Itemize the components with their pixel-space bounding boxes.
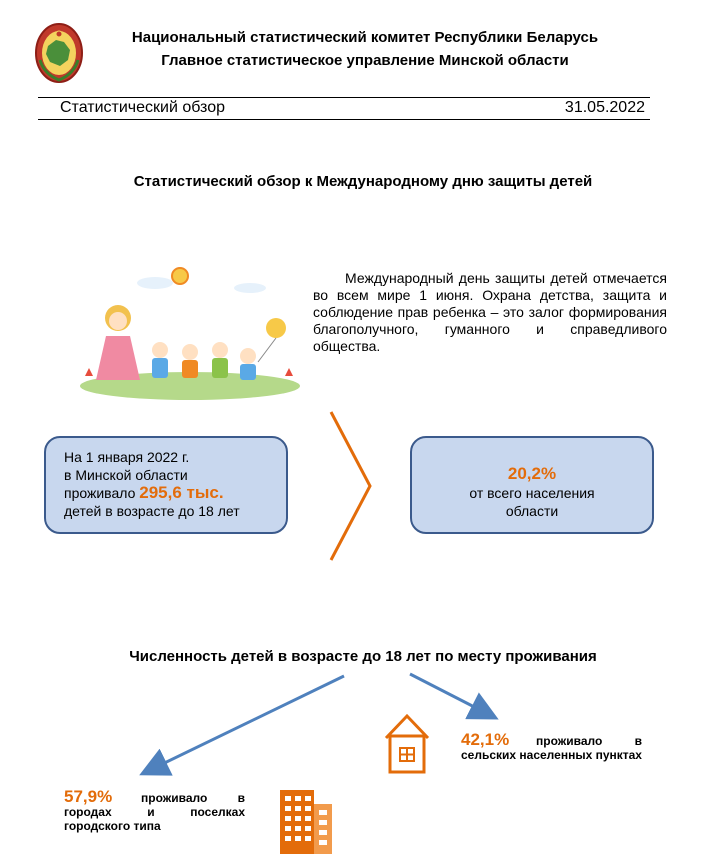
bottom-rule <box>38 119 650 120</box>
rural-text-rest: сельских населенных пунктах <box>461 748 642 762</box>
box-lived-prefix: проживало <box>64 485 136 501</box>
children-count-box <box>44 436 288 534</box>
house-icon <box>382 712 432 776</box>
chevron-right-icon <box>328 410 374 562</box>
header-title-line1: Национальный статистический комитет Республики Беларусь <box>131 29 599 46</box>
rural-first-line <box>461 730 642 749</box>
rural-text-first-words: проживало в <box>536 734 642 748</box>
building-icon <box>276 782 336 854</box>
urban-first-line <box>64 787 245 806</box>
box-lived-line <box>64 484 286 502</box>
report-type: Статистический обзор <box>60 99 225 116</box>
population-share-line3: области <box>505 503 559 519</box>
page-title: Статистический обзор к Международному дню защиты детей <box>133 173 593 190</box>
header-title-line2: Главное статистическое управление Минской области <box>161 52 569 69</box>
rural-text-first <box>536 734 642 748</box>
population-share-value: 20,2% <box>507 464 557 483</box>
population-share-box <box>410 436 654 534</box>
top-rule <box>38 97 650 98</box>
urban-text-rest: городах и поселках городского типа <box>64 805 245 833</box>
emblem-logo <box>34 22 84 84</box>
rural-share-value: 42,1% <box>461 730 510 749</box>
urban-text-first: проживало в <box>141 791 245 805</box>
urban-stat <box>64 787 245 833</box>
box-date-text: На 1 января 2022 г. <box>64 449 190 465</box>
rural-stat <box>461 730 642 762</box>
children-count-value: 295,6 тыс. <box>139 483 224 502</box>
report-date: 31.05.2022 <box>564 99 645 116</box>
population-share-line2: от всего населения <box>469 485 595 501</box>
children-illustration <box>80 258 300 400</box>
urban-share-value: 57,9% <box>64 787 113 806</box>
box-region-text: в Минской области <box>64 467 188 483</box>
arrow-to-rural <box>410 674 488 714</box>
arrow-to-urban <box>150 676 344 770</box>
section-title: Численность детей в возрасте до 18 лет по месту проживания <box>129 648 597 665</box>
box-age-text: детей в возрасте до 18 лет <box>64 503 240 519</box>
intro-paragraph: Международный день защиты детей отмечается во всем мире 1 июня. Охрана детства, защита и соблюдение прав ребенка – это залог формирования благополучного, гуманного и справедливого общества. <box>313 270 667 354</box>
